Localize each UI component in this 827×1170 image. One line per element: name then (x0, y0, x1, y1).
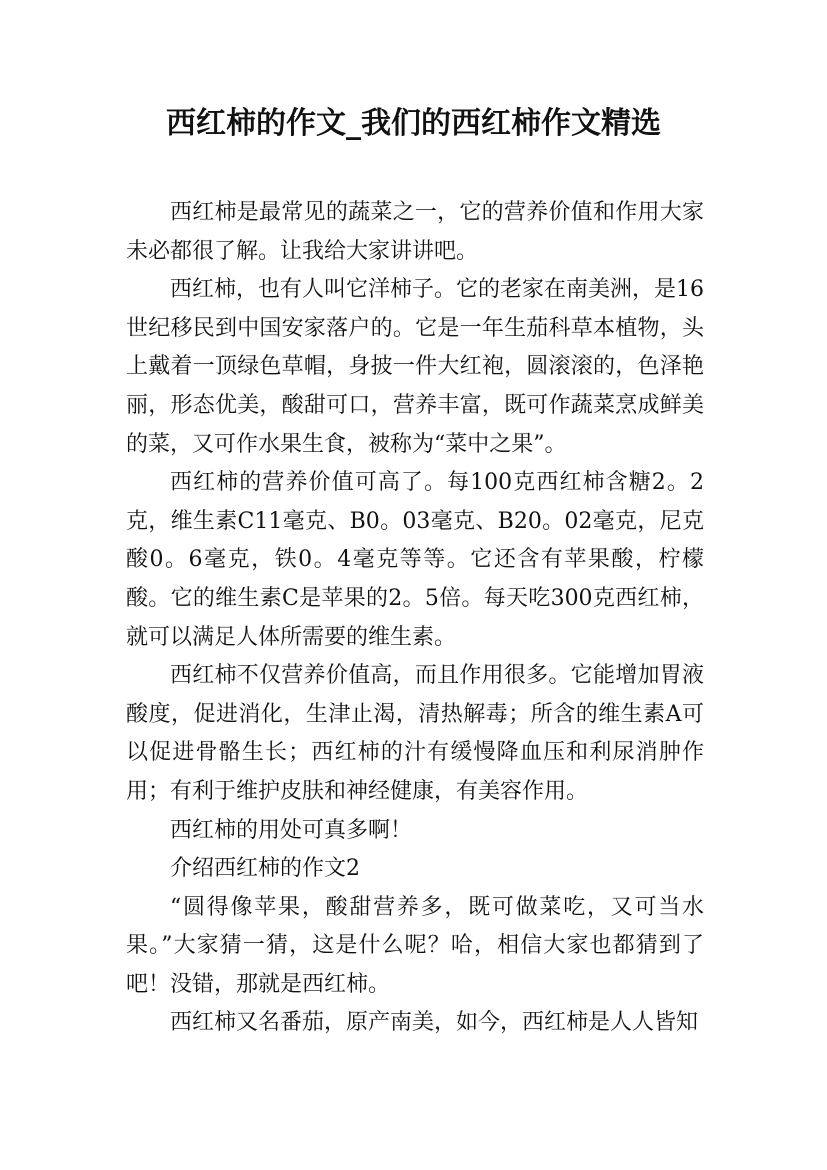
paragraph-7: 西红柿又名番茄，原产南美，如今，西红柿是人人皆知 (170, 1010, 699, 1036)
paragraph-5: 西红柿的用处可真多啊！ (170, 817, 413, 843)
section-heading: 介绍西红柿的作文2 (170, 856, 360, 882)
document-title: 西红柿的作文_我们的西红柿作文精选 (166, 106, 661, 141)
paragraph-1: 西红柿是最常见的蔬菜之一，它的营养价值和作用大家未必都很了解。让我给大家讲讲吧。 (126, 200, 704, 264)
document-body (126, 194, 704, 1043)
paragraph-3: 西红柿的营养价值可高了。每100克西红柿含糖2。2克，维生素C11毫克、B0。03毫克、B20。02毫克，尼克酸0。6毫克，铁0。4毫克等等。它还含有苹果酸，柠檬酸。它的维生素C是苹果的2。5倍。每天吃300克西红柿，就可以满足人体所需要的维生素。 (126, 470, 704, 650)
paragraph-4: 西红柿不仅营养价值高，而且作用很多。它能增加胃液酸度，促进消化，生津止渴，清热解毒；所含的维生素A可以促进骨骼生长；西红柿的汁有缓慢降血压和利尿消肿作用；有利于维护皮肤和神经健康，有美容作用。 (126, 663, 704, 804)
paragraph-2: 西红柿，也有人叫它洋柿子。它的老家在南美洲，是16世纪移民到中国安家落户的。它是一年生茄科草本植物，头上戴着一顶绿色草帽，身披一件大红袍，圆滚滚的，色泽艳丽，形态优美，酸甜可口，营养丰富，既可作蔬菜烹成鲜美的菜，又可作水果生食，被称为“菜中之果”。 (126, 277, 704, 457)
paragraph-6: “圆得像苹果，酸甜营养多，既可做菜吃，又可当水果。”大家猜一猜，这是什么呢？哈，相信大家也都猜到了吧！没错，那就是西红柿。 (126, 894, 704, 997)
